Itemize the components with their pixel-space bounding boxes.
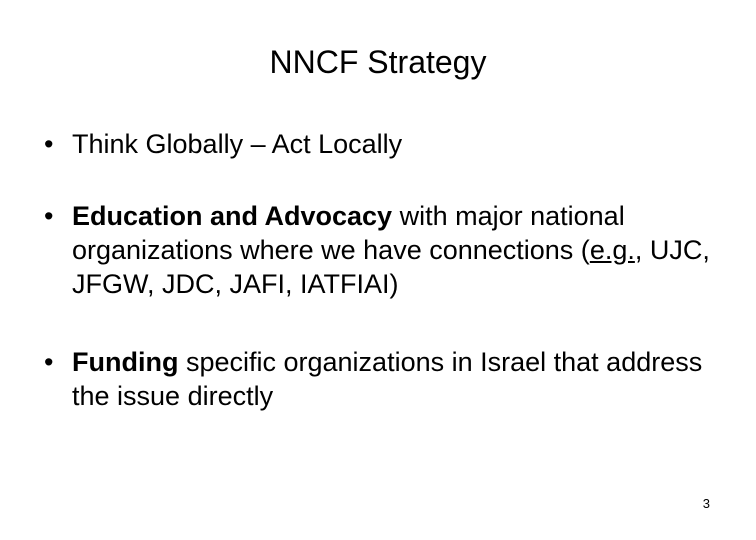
- bullet-dot-icon: •: [44, 201, 54, 231]
- bullet-text: Think Globally – Act Locally: [72, 129, 403, 159]
- bullet-bold-text: Funding: [72, 347, 179, 377]
- bullet-dot-icon: •: [44, 347, 54, 377]
- bullet-text-organizations: , UJC, JFGW, JDC, JAFI, IATFIAI): [72, 235, 710, 299]
- slide-title: NNCF Strategy: [269, 44, 487, 80]
- bullet-item-think-globally: [44, 127, 724, 161]
- bullet-bold-text: Education and Advocacy: [72, 201, 393, 231]
- bullet-text: with major national organizations where we have connections (: [72, 201, 625, 265]
- bullet-text: specific organizations in Israel that address the issue directly: [72, 347, 703, 411]
- bullet-dot-icon: •: [44, 129, 54, 159]
- eg-abbreviation: e.g.: [589, 235, 635, 265]
- bullet-list: [44, 127, 724, 413]
- page-number: 3: [702, 496, 710, 511]
- bullet-item-funding: [44, 345, 724, 413]
- bullet-item-education-advocacy: [44, 199, 724, 301]
